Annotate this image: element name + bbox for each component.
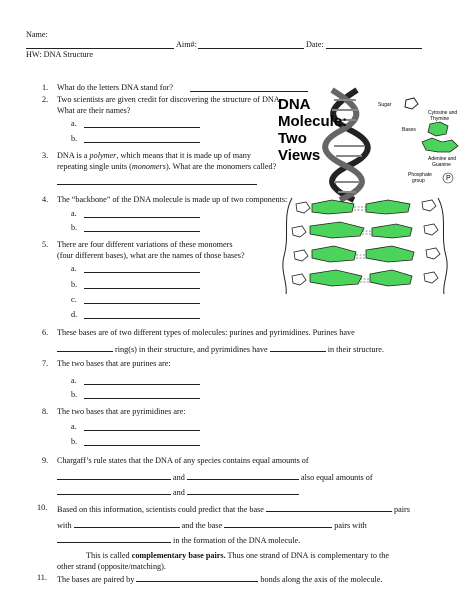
label-thymine: Thymine	[430, 116, 450, 122]
q5-c: c.	[71, 295, 77, 304]
q9-number: 9.	[42, 456, 49, 465]
label-phosphate2: group	[412, 178, 425, 184]
q9-line2: and also equal amounts of	[57, 471, 373, 482]
q9-base4-answer[interactable]	[187, 486, 299, 495]
q4-text: The “backbone” of the DNA molecule is made up of two components:	[57, 195, 288, 204]
q2-a: a.	[71, 119, 77, 128]
q11-answer[interactable]	[136, 573, 258, 582]
purine-base-icon	[422, 138, 458, 152]
q5-d-answer[interactable]	[84, 310, 200, 321]
q2-a-answer[interactable]	[84, 119, 200, 130]
q2-b-answer[interactable]	[84, 134, 200, 145]
q6-purine-ring-answer[interactable]	[57, 343, 113, 352]
figure-title-line4: Views	[278, 147, 321, 164]
q8-number: 8.	[42, 407, 49, 416]
q7-b-answer[interactable]	[84, 390, 200, 401]
q8-b: b.	[71, 437, 78, 446]
name-label: Name:	[26, 30, 48, 39]
q8-b-answer[interactable]	[84, 437, 200, 448]
q10-base1-answer[interactable]	[266, 503, 392, 512]
q10-base2-answer[interactable]	[74, 519, 180, 528]
dna-molecule-figure	[262, 86, 468, 298]
label-bases: Bases	[402, 127, 416, 133]
q8-a: a.	[71, 422, 77, 431]
q10-base4-answer[interactable]	[57, 534, 171, 543]
q4-a: a.	[71, 209, 77, 218]
q1-number: 1.	[42, 83, 49, 92]
q3-text2: repeating single units (monomers). What are the monomers called?	[57, 162, 277, 171]
label-guanine: Guanine	[432, 162, 451, 168]
q9-base3-answer[interactable]	[57, 486, 171, 495]
q11-text: The bases are paired by bonds along the axis of the molecule.	[57, 575, 383, 584]
q5-c-answer[interactable]	[84, 295, 200, 306]
q2-b: b.	[71, 134, 78, 143]
complementary-text2: other strand (opposite/matching).	[57, 562, 166, 571]
q2-number: 2.	[42, 95, 49, 104]
q9-base1-answer[interactable]	[57, 471, 171, 480]
q7-a: a.	[71, 376, 77, 385]
q11-number: 11.	[37, 573, 47, 582]
date-label: Date:	[306, 40, 324, 49]
aim-label: Aim#:	[176, 40, 197, 49]
q6-text: These bases are of two different types of molecules: purines and pyrimidines. Purines have	[57, 328, 355, 337]
q8-a-answer[interactable]	[84, 422, 200, 433]
q4-a-answer[interactable]	[84, 209, 200, 220]
figure-title-line2: Molecule:	[278, 113, 348, 130]
q2-text2: What are their names?	[57, 106, 131, 115]
q5-a: a.	[71, 264, 77, 273]
q5-text: There are four different variations of these monomers	[57, 240, 233, 249]
figure-title-line3: Two	[278, 130, 307, 147]
q5-a-answer[interactable]	[84, 264, 200, 275]
q9-base2-answer[interactable]	[187, 471, 299, 480]
q5-d: d.	[71, 310, 78, 319]
q6-number: 6.	[42, 328, 49, 337]
aim-field[interactable]	[198, 40, 304, 51]
sugar-icon	[405, 98, 418, 109]
q10-number: 10.	[37, 503, 48, 512]
label-cytosine: Cytosine and	[428, 110, 458, 116]
q7-number: 7.	[42, 359, 49, 368]
date-field[interactable]	[326, 40, 422, 51]
pyrimidine-base-icon	[428, 122, 448, 136]
legend-key	[378, 98, 458, 184]
ladder-view-illustration	[283, 198, 447, 294]
q5-b: b.	[71, 280, 78, 289]
q5-number: 5.	[42, 240, 49, 249]
q6-pyrimidine-ring-answer[interactable]	[270, 343, 326, 352]
q7-text: The two bases that are purines are:	[57, 359, 171, 368]
q10-base3-answer[interactable]	[224, 519, 332, 528]
q7-b: b.	[71, 390, 78, 399]
q3-answer[interactable]	[57, 176, 257, 187]
q4-b-answer[interactable]	[84, 223, 200, 234]
q1-text: What do the letters DNA stand for?	[57, 83, 173, 92]
q3-number: 3.	[42, 151, 49, 160]
q6-line2: ring(s) in their structure, and pyrimidines have in their structure.	[57, 343, 384, 354]
q4-number: 4.	[42, 195, 49, 204]
q3-text: DNA is a polymer, which means that it is made up of many	[57, 151, 251, 160]
q7-a-answer[interactable]	[84, 376, 200, 387]
hw-title: HW: DNA Structure	[26, 50, 94, 59]
q10-line3: in the formation of the DNA molecule.	[57, 534, 300, 545]
double-helix-illustration	[325, 90, 368, 200]
q5-b-answer[interactable]	[84, 280, 200, 291]
q2-text: Two scientists are given credit for discovering the structure of DNA.	[57, 95, 282, 104]
q10-line2: with and the base pairs with	[57, 521, 367, 530]
q8-text: The two bases that are pyrimidines are:	[57, 407, 186, 416]
q9-line3: and	[57, 486, 299, 497]
q10-text: Based on this information, scientists could predict that the base pairs	[57, 505, 410, 514]
label-sugar: Sugar	[378, 102, 392, 108]
q4-b: b.	[71, 223, 78, 232]
q9-text: Chargaff’s rule states that the DNA of any species contains equal amounts of	[57, 456, 309, 465]
figure-title-line1: DNA	[278, 96, 311, 113]
q5-text2: (four different bases), what are the names of those bases?	[57, 251, 245, 260]
phosphate-symbol: P	[446, 175, 451, 182]
label-phosphate1: Phosphate	[408, 172, 432, 178]
complementary-text: This is called complementary base pairs. Thus one strand of DNA is complementary to the	[86, 551, 389, 560]
label-adenine: Adenine and	[428, 156, 457, 162]
